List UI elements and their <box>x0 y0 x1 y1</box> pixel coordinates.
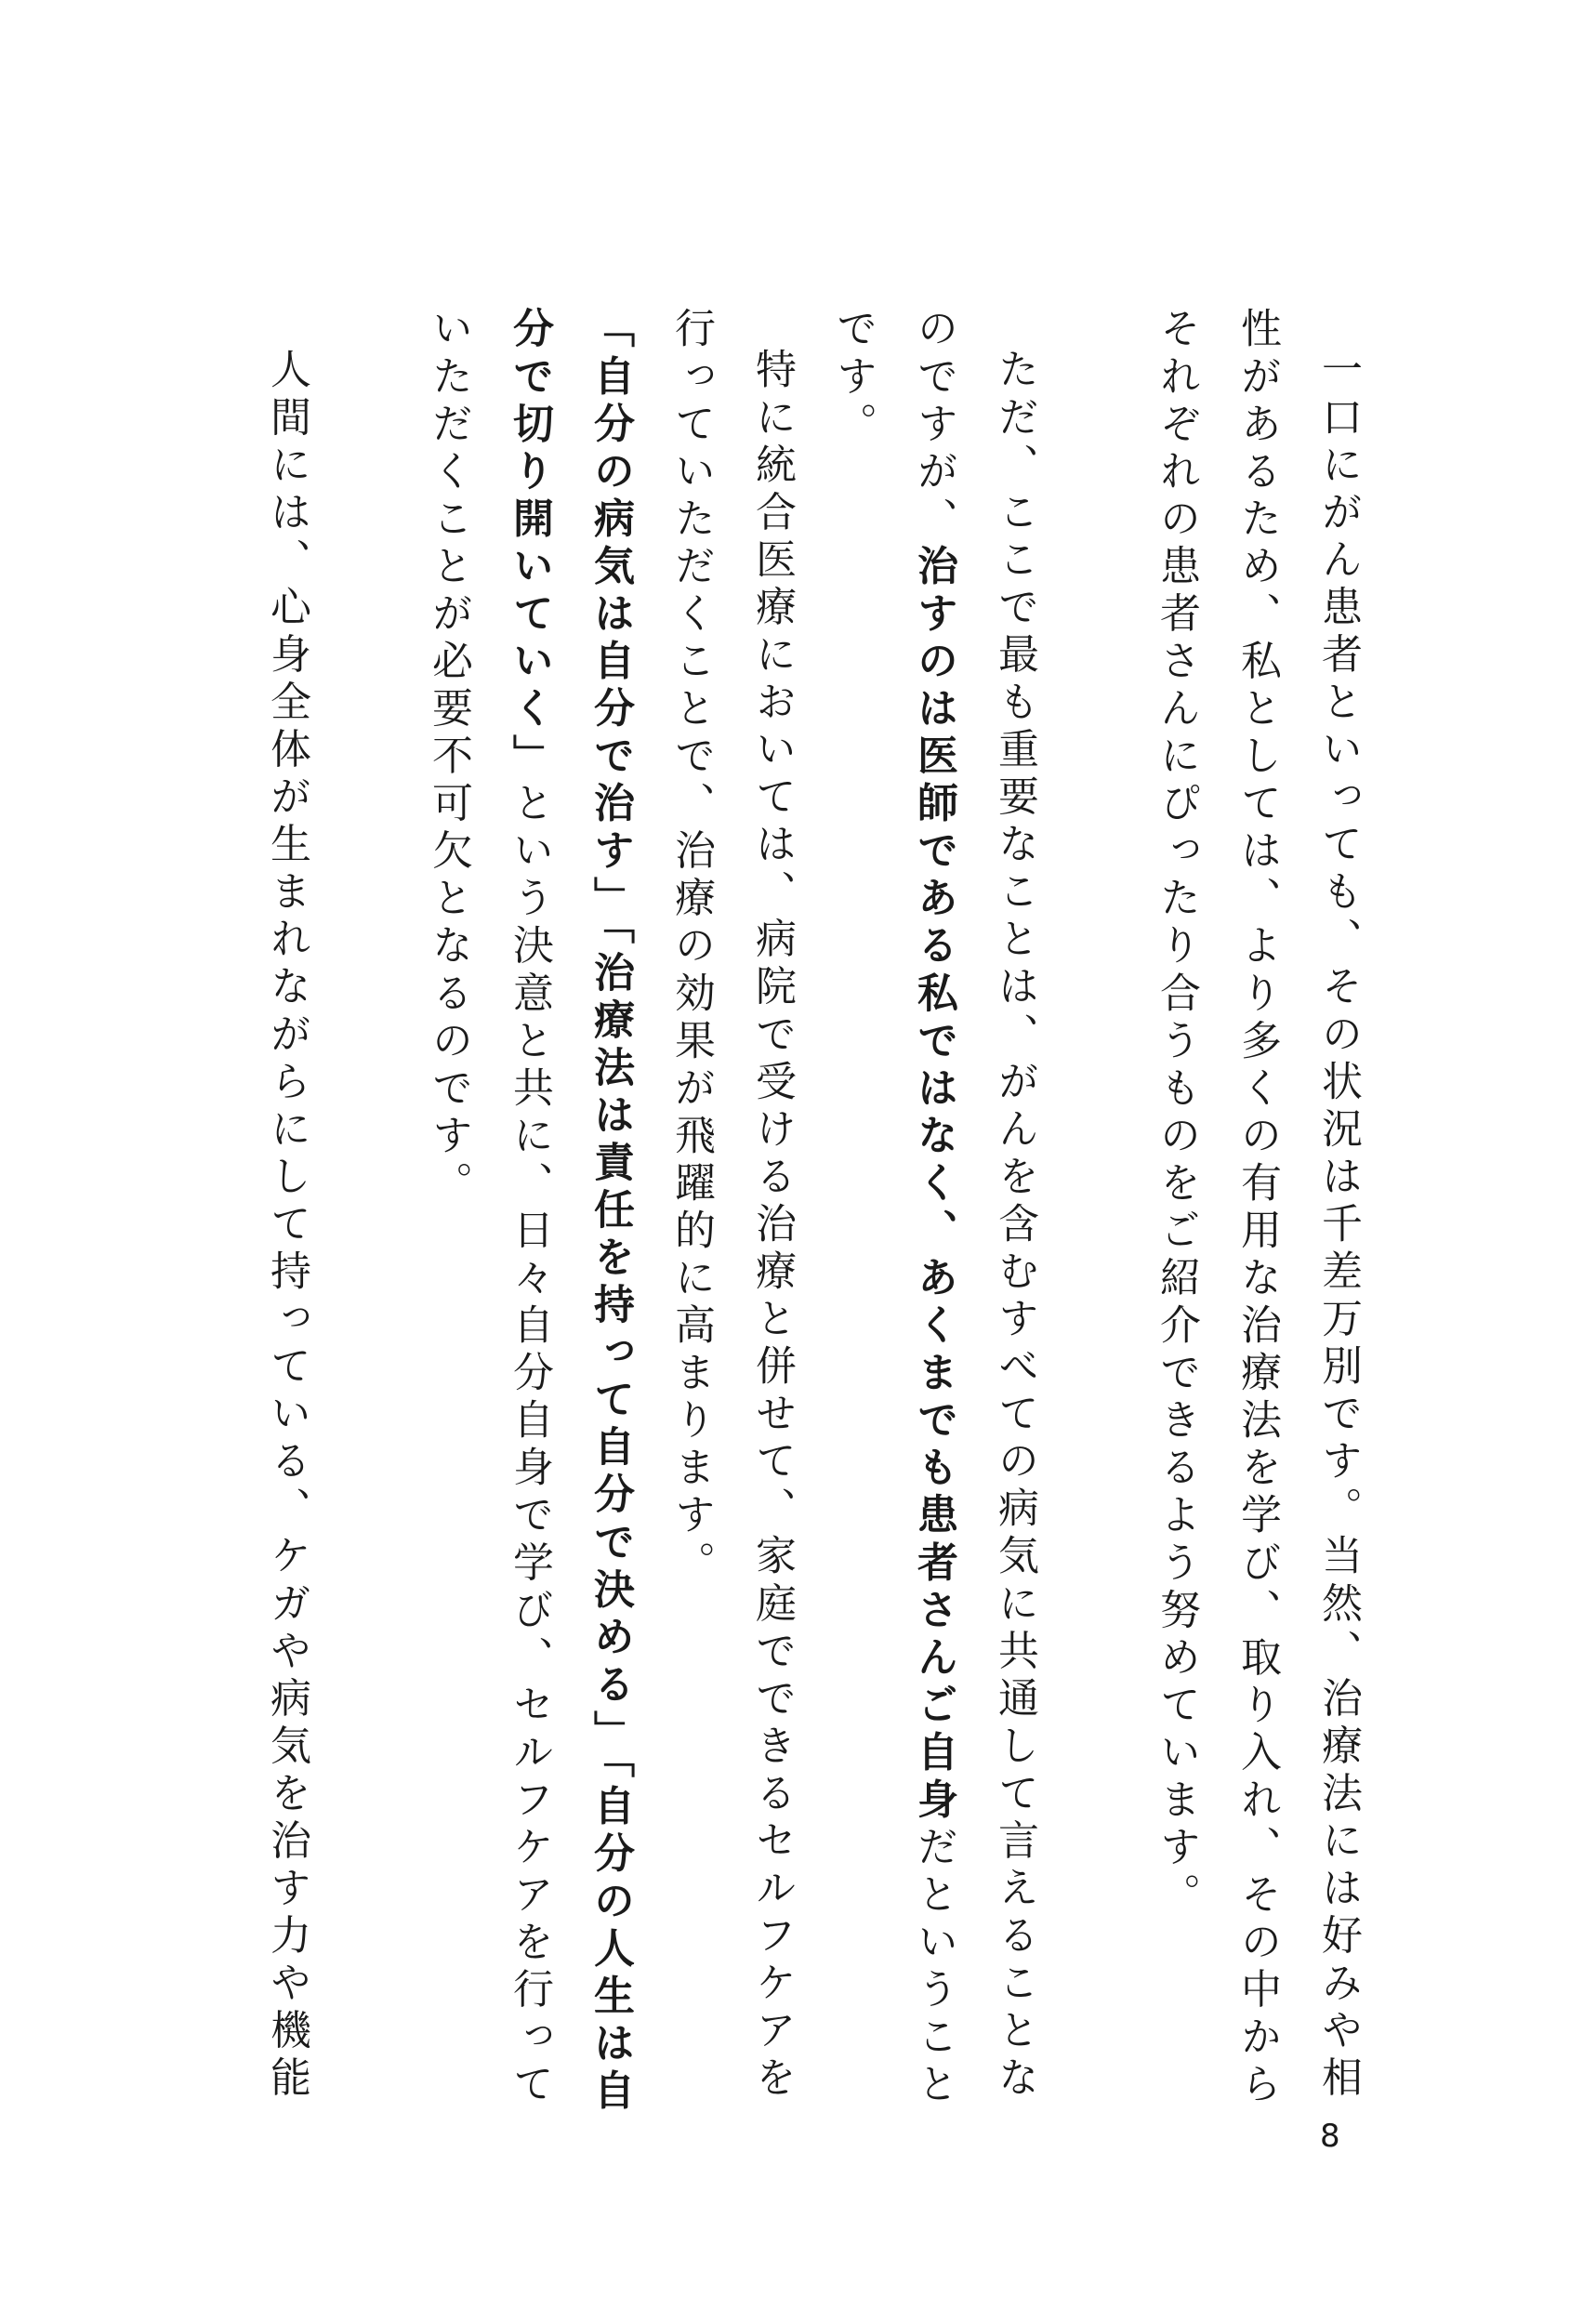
paragraph-1-text: 一口にがん患者といっても、その状況は千差万別です。当然、治療法には好みや相性があるため、私としては、より多くの有用な治療法を学び、取り入れ、その中からそれぞれの患者さんにぴったり合うものをご紹介できるよう努めています。 <box>1153 307 1362 2110</box>
paragraph-4 <box>408 307 651 2147</box>
page-number: 8 <box>1320 2118 1340 2155</box>
paragraph-2 <box>812 307 1055 2147</box>
paragraph-1 <box>1136 307 1379 2147</box>
paragraph-4-text: という決意と共に、日々自分自身で学び、セルフケアを行っていただくことが必要不可欠となるのです。 <box>425 307 553 2110</box>
paragraph-2-text-b: だということです。 <box>829 307 957 2110</box>
paragraph-3-text: 特に統合医療においては、病院で受ける治療と併せて、家庭でできるセルフケアを行っていただくことで、治療の効果が飛躍的に高まります。 <box>667 307 796 2104</box>
paragraph-4-emphasis: 「自分の病気は自分で治す」「治療法は責任を持って自分で決める」「自分の人生は自分で切り開いていく」 <box>506 307 634 2117</box>
paragraph-2-emphasis: 治すのは医師である私ではなく、あくまでも患者さんご自身 <box>910 544 957 1826</box>
vertical-text-body <box>77 307 1379 2147</box>
paragraph-5-text: 人間には、心身全体が生まれながらにして持っている、ケガや病気を治す力や機能 <box>263 348 310 2104</box>
paragraph-2-text-a: ただ、ここで最も重要なことは、がんを含むすべての病気に共通して言えることなのですが、 <box>910 307 1038 2104</box>
paragraph-5 <box>246 307 327 2147</box>
paragraph-3 <box>651 307 812 2147</box>
